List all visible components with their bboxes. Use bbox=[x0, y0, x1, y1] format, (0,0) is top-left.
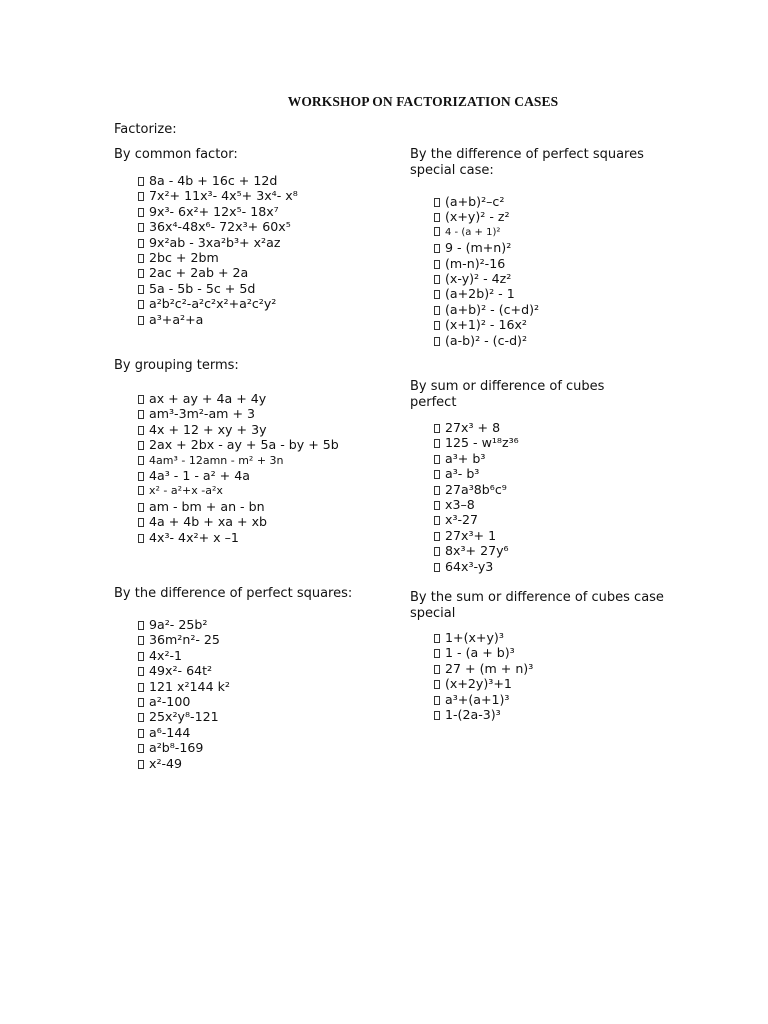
exercise-item bbox=[434, 286, 539, 301]
bullet-box-icon bbox=[138, 177, 144, 186]
bullet-box-icon bbox=[434, 260, 440, 269]
bullet-box-icon bbox=[138, 729, 144, 738]
exercise-list-cubes-special bbox=[434, 630, 533, 722]
exercise-text: 9x³- 6x²+ 12x⁵- 18x⁷ bbox=[149, 203, 279, 219]
bullet-box-icon bbox=[434, 290, 440, 299]
exercise-text: (x-y)² - 4z² bbox=[445, 270, 512, 286]
heading-cubes-special: By the sum or difference of cubes case special bbox=[410, 590, 664, 621]
exercise-text: 2ax + 2bx - ay + 5a - by + 5b bbox=[149, 437, 339, 453]
exercise-item bbox=[434, 645, 533, 660]
exercise-item bbox=[138, 391, 339, 406]
exercise-text: 4am³ - 12amn - m² + 3n bbox=[149, 453, 284, 467]
bullet-box-icon bbox=[434, 244, 440, 253]
exercise-item bbox=[138, 725, 230, 740]
exercise-item bbox=[434, 435, 519, 450]
exercise-text: 8a - 4b + 16c + 12d bbox=[149, 173, 278, 188]
exercise-list-grouping bbox=[138, 391, 339, 545]
bullet-box-icon bbox=[434, 501, 440, 510]
exercise-text: 9a²- 25b² bbox=[149, 617, 208, 632]
exercise-item bbox=[138, 281, 298, 296]
bullet-box-icon bbox=[434, 634, 440, 643]
exercise-item bbox=[138, 632, 230, 647]
bullet-box-icon bbox=[138, 192, 144, 201]
exercise-item bbox=[434, 225, 539, 240]
exercise-list-common-factor bbox=[138, 173, 298, 327]
exercise-text: 49x²- 64t² bbox=[149, 663, 213, 679]
exercise-item bbox=[138, 756, 230, 771]
exercise-item bbox=[138, 648, 230, 663]
bullet-box-icon bbox=[138, 472, 144, 481]
bullet-box-icon bbox=[138, 667, 144, 676]
exercise-item bbox=[138, 468, 339, 483]
exercise-item bbox=[138, 453, 339, 468]
exercise-text: x²-49 bbox=[149, 755, 183, 771]
exercise-text: 8x³+ 27y⁶ bbox=[445, 543, 509, 559]
heading-common-factor: By common factor: bbox=[114, 147, 238, 162]
bullet-box-icon bbox=[138, 652, 144, 661]
exercise-text: 1-(2a-3)³ bbox=[445, 706, 501, 722]
bullet-box-icon bbox=[138, 760, 144, 769]
exercise-item bbox=[434, 317, 539, 332]
exercise-text: 27x³+ 1 bbox=[445, 527, 497, 543]
bullet-box-icon bbox=[434, 306, 440, 315]
bullet-box-icon bbox=[434, 337, 440, 346]
exercise-list-diff-squares-special bbox=[434, 194, 539, 348]
exercise-item bbox=[434, 451, 519, 466]
exercise-item bbox=[434, 559, 519, 574]
exercise-text: 4x + 12 + xy + 3y bbox=[149, 421, 267, 437]
bullet-box-icon bbox=[138, 316, 144, 325]
exercise-text: x³-27 bbox=[445, 512, 479, 528]
exercise-item bbox=[138, 437, 339, 452]
instruction-text: Factorize: bbox=[114, 122, 177, 137]
exercise-item bbox=[138, 530, 339, 545]
exercise-text: 9 - (m+n)² bbox=[445, 240, 512, 256]
exercise-list-cubes-perfect bbox=[434, 420, 519, 574]
exercise-text: 2bc + 2bm bbox=[149, 249, 219, 265]
bullet-box-icon bbox=[434, 275, 440, 284]
exercise-item bbox=[138, 235, 298, 250]
exercise-text: (a+b)² - (c+d)² bbox=[445, 301, 540, 317]
exercise-item bbox=[434, 420, 519, 435]
bullet-box-icon bbox=[138, 395, 144, 404]
bullet-box-icon bbox=[434, 213, 440, 222]
bullet-box-icon bbox=[138, 621, 144, 630]
bullet-box-icon bbox=[138, 486, 144, 495]
bullet-box-icon bbox=[434, 198, 440, 207]
bullet-box-icon bbox=[434, 532, 440, 541]
bullet-box-icon bbox=[138, 208, 144, 217]
exercise-text: 27a³8b⁶c⁹ bbox=[445, 481, 507, 497]
exercise-text: a³- b³ bbox=[445, 466, 480, 482]
exercise-item bbox=[138, 499, 339, 514]
exercise-text: 4a + 4b + xa + xb bbox=[149, 514, 268, 530]
exercise-item bbox=[138, 296, 298, 311]
exercise-item bbox=[138, 422, 339, 437]
exercise-item bbox=[138, 219, 298, 234]
bullet-box-icon bbox=[434, 547, 440, 556]
exercise-text: (x+2y)³+1 bbox=[445, 676, 512, 692]
exercise-item bbox=[434, 194, 539, 209]
exercise-text: 9x²ab - 3xa²b³+ x²az bbox=[149, 234, 281, 250]
exercise-text: 25x²y⁸-121 bbox=[149, 709, 219, 725]
bullet-box-icon bbox=[138, 518, 144, 527]
exercise-text: ax + ay + 4a + 4y bbox=[149, 391, 267, 406]
exercise-item bbox=[138, 694, 230, 709]
bullet-box-icon bbox=[434, 696, 440, 705]
exercise-item bbox=[138, 406, 339, 421]
exercise-text: 27x³ + 8 bbox=[445, 420, 501, 435]
exercise-item bbox=[434, 240, 539, 255]
exercise-text: am - bm + an - bn bbox=[149, 498, 265, 514]
exercise-text: (m-n)²-16 bbox=[445, 255, 506, 271]
exercise-text: x3–8 bbox=[445, 496, 475, 512]
exercise-text: (x+1)² - 16x² bbox=[445, 317, 527, 333]
exercise-text: (x+y)² - z² bbox=[445, 209, 510, 225]
bullet-box-icon bbox=[434, 649, 440, 658]
heading-cubes-perfect: By sum or difference of cubes perfect bbox=[410, 379, 605, 410]
bullet-box-icon bbox=[434, 439, 440, 448]
bullet-box-icon bbox=[138, 410, 144, 419]
exercise-item bbox=[434, 302, 539, 317]
bullet-box-icon bbox=[434, 665, 440, 674]
bullet-box-icon bbox=[138, 426, 144, 435]
bullet-box-icon bbox=[138, 636, 144, 645]
exercise-text: (a+b)²–c² bbox=[445, 194, 505, 209]
exercise-text: 125 - w¹⁸z³⁶ bbox=[445, 435, 519, 451]
exercise-item bbox=[434, 630, 533, 645]
exercise-item bbox=[138, 709, 230, 724]
bullet-box-icon bbox=[138, 503, 144, 512]
exercise-item bbox=[138, 483, 339, 498]
bullet-box-icon bbox=[138, 683, 144, 692]
bullet-box-icon bbox=[138, 223, 144, 232]
bullet-box-icon bbox=[434, 711, 440, 720]
exercise-text: 2ac + 2ab + 2a bbox=[149, 265, 249, 281]
exercise-item bbox=[434, 497, 519, 512]
exercise-text: 4x³- 4x²+ x –1 bbox=[149, 529, 239, 545]
exercise-list-diff-squares bbox=[138, 617, 230, 771]
exercise-item bbox=[138, 617, 230, 632]
bullet-box-icon bbox=[434, 680, 440, 689]
exercise-item bbox=[434, 528, 519, 543]
bullet-box-icon bbox=[434, 227, 440, 236]
exercise-text: 4a³ - 1 - a² + 4a bbox=[149, 467, 250, 483]
exercise-text: a³+ b³ bbox=[445, 450, 486, 466]
bullet-box-icon bbox=[434, 321, 440, 330]
exercise-item bbox=[434, 692, 533, 707]
exercise-text: 4 - (a + 1)² bbox=[445, 226, 501, 238]
exercise-text: 1+(x+y)³ bbox=[445, 630, 504, 645]
exercise-item bbox=[434, 256, 539, 271]
bullet-box-icon bbox=[434, 470, 440, 479]
exercise-item bbox=[434, 661, 533, 676]
bullet-box-icon bbox=[138, 269, 144, 278]
exercise-item bbox=[138, 173, 298, 188]
exercise-text: 121 x²144 k² bbox=[149, 678, 230, 694]
exercise-item bbox=[138, 204, 298, 219]
document-title: WORKSHOP ON FACTORIZATION CASES bbox=[287, 94, 559, 109]
exercise-item bbox=[138, 663, 230, 678]
exercise-text: am³-3m²-am + 3 bbox=[149, 406, 256, 422]
exercise-item bbox=[434, 271, 539, 286]
bullet-box-icon bbox=[138, 713, 144, 722]
exercise-text: a²b⁸-169 bbox=[149, 740, 204, 756]
exercise-item bbox=[138, 679, 230, 694]
bullet-box-icon bbox=[434, 424, 440, 433]
bullet-box-icon bbox=[138, 285, 144, 294]
exercise-text: a²-100 bbox=[149, 693, 191, 709]
bullet-box-icon bbox=[138, 441, 144, 450]
bullet-box-icon bbox=[138, 744, 144, 753]
exercise-item bbox=[434, 333, 539, 348]
bullet-box-icon bbox=[434, 563, 440, 572]
exercise-text: a³+a²+a bbox=[149, 311, 204, 327]
bullet-box-icon bbox=[138, 456, 144, 465]
exercise-text: (a-b)² - (c-d)² bbox=[445, 332, 528, 348]
exercise-text: 4x²-1 bbox=[149, 647, 183, 663]
exercise-text: 27 + (m + n)³ bbox=[445, 660, 534, 676]
bullet-box-icon bbox=[138, 254, 144, 263]
exercise-item bbox=[138, 250, 298, 265]
bullet-box-icon bbox=[138, 698, 144, 707]
exercise-text: 7x²+ 11x³- 4x⁵+ 3x⁴- x⁸ bbox=[149, 188, 298, 204]
exercise-text: (a+2b)² - 1 bbox=[445, 286, 515, 302]
exercise-item bbox=[138, 265, 298, 280]
exercise-item bbox=[138, 188, 298, 203]
exercise-item bbox=[434, 676, 533, 691]
exercise-text: x² - a²+x -a²x bbox=[149, 484, 223, 498]
heading-grouping: By grouping terms: bbox=[114, 358, 239, 373]
exercise-item bbox=[434, 543, 519, 558]
exercise-item bbox=[138, 312, 298, 327]
exercise-text: a⁶-144 bbox=[149, 724, 191, 740]
exercise-text: 36x⁴-48x⁶- 72x³+ 60x⁵ bbox=[149, 219, 291, 235]
exercise-item bbox=[434, 209, 539, 224]
exercise-text: 1 - (a + b)³ bbox=[445, 645, 515, 661]
bullet-box-icon bbox=[434, 516, 440, 525]
exercise-item bbox=[434, 482, 519, 497]
heading-diff-squares: By the difference of perfect squares: bbox=[114, 586, 353, 601]
exercise-text: 36m²n²- 25 bbox=[149, 632, 220, 648]
exercise-item bbox=[434, 466, 519, 481]
exercise-item bbox=[434, 512, 519, 527]
exercise-text: a²b²c²-a²c²x²+a²c²y² bbox=[149, 296, 277, 312]
bullet-box-icon bbox=[138, 534, 144, 543]
bullet-box-icon bbox=[434, 486, 440, 495]
exercise-text: a³+(a+1)³ bbox=[445, 691, 510, 707]
bullet-box-icon bbox=[434, 455, 440, 464]
bullet-box-icon bbox=[138, 300, 144, 309]
exercise-item bbox=[434, 707, 533, 722]
bullet-box-icon bbox=[138, 239, 144, 248]
exercise-text: 64x³-y3 bbox=[445, 558, 494, 574]
heading-diff-squares-special: By the difference of perfect squares special case: bbox=[410, 147, 644, 178]
exercise-item bbox=[138, 740, 230, 755]
exercise-item bbox=[138, 514, 339, 529]
exercise-text: 5a - 5b - 5c + 5d bbox=[149, 280, 256, 296]
